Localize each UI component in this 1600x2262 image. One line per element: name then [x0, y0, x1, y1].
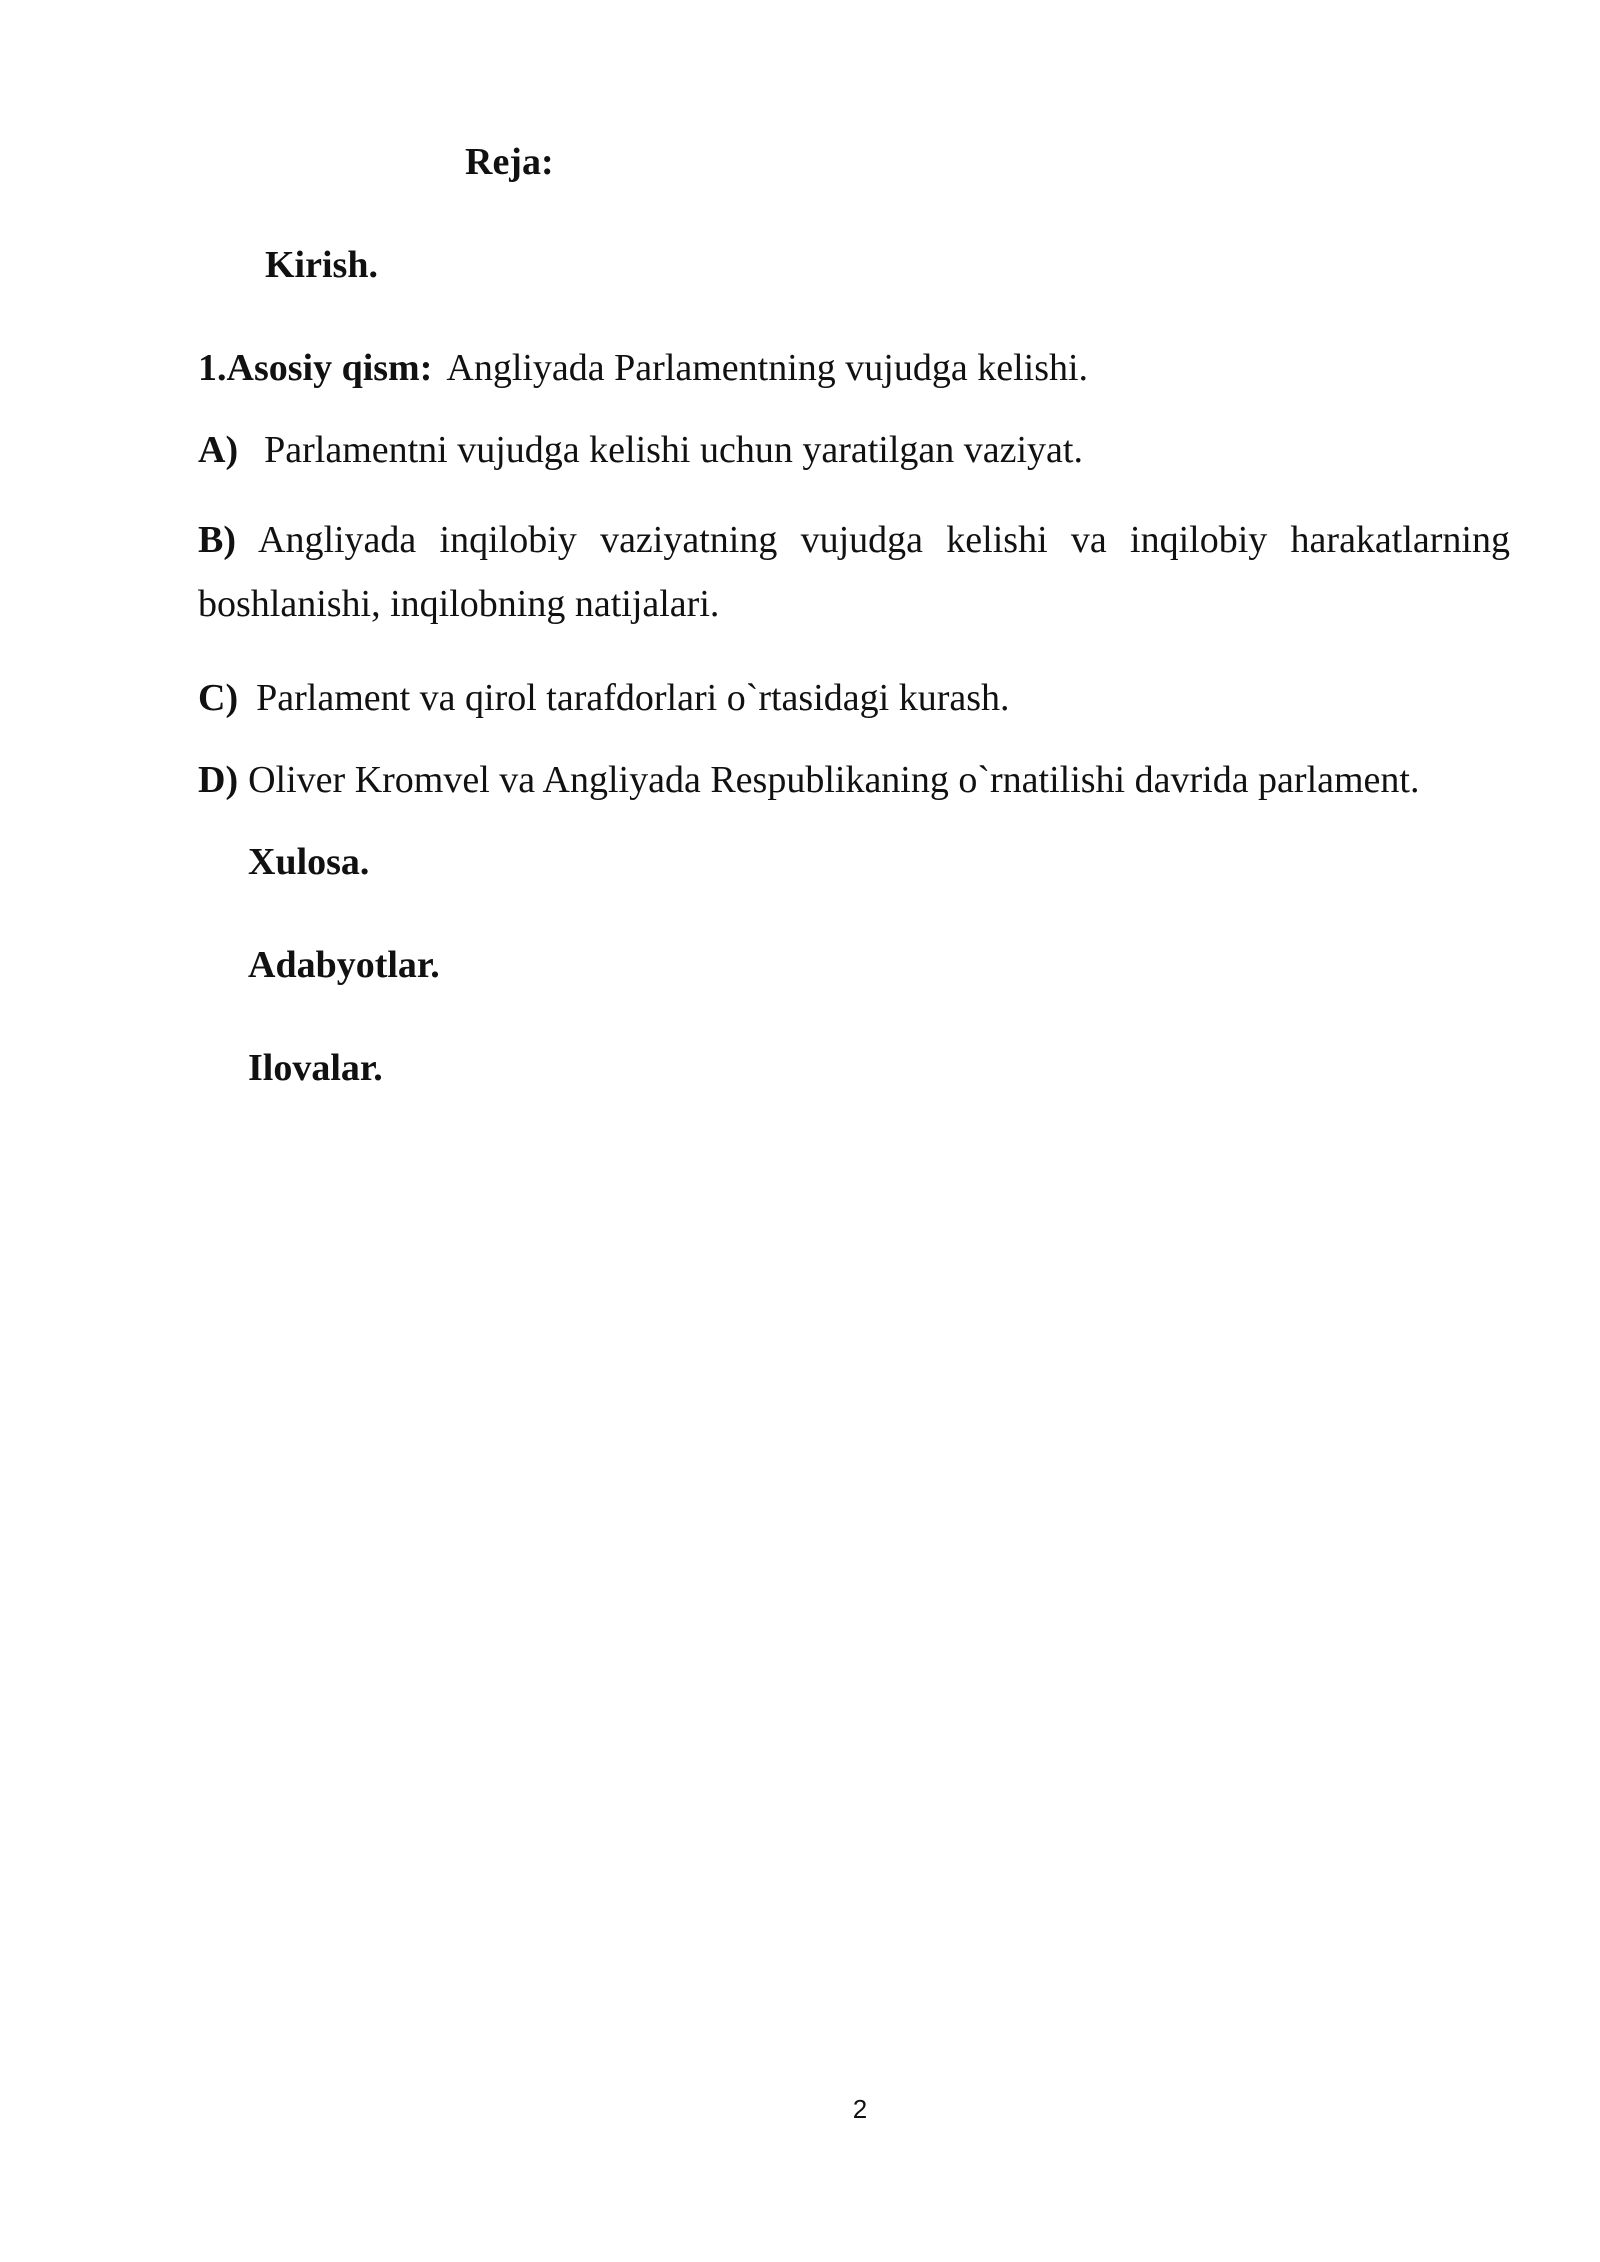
plan-item-label: B) [198, 519, 236, 561]
plan-item-text: Parlament va qirol tarafdorlari o`rtasidagi kurash. [256, 677, 1010, 719]
plan-item-label: D) [198, 759, 239, 801]
plan-item-text: Angliyada inqilobiy vaziyatning vujudga kelishi va inqilobiy harakatlarning boshlanishi, inqilobning natijalari. [198, 519, 1510, 625]
plan-item-a [198, 426, 1083, 474]
plan-item-main-part [198, 344, 1088, 392]
introduction-heading: Kirish. [265, 244, 378, 286]
conclusion-heading: Xulosa. [248, 841, 370, 883]
plan-title: Reja: [465, 141, 554, 183]
plan-item-label: C) [198, 677, 239, 719]
plan-item-text: Parlamentni vujudga kelishi uchun yaratilgan vaziyat. [264, 429, 1083, 471]
plan-item-c [198, 674, 1010, 722]
plan-item-label: 1.Asosiy qism: [198, 347, 433, 389]
plan-item-d [198, 756, 1420, 804]
plan-item-text: Angliyada Parlamentning vujudga kelishi. [446, 347, 1089, 389]
page-number: 2 [852, 2094, 868, 2124]
plan-item-b [198, 508, 1510, 636]
appendices-heading: Ilovalar. [248, 1047, 383, 1089]
references-heading: Adabyotlar. [248, 944, 440, 986]
plan-item-label: A) [198, 429, 239, 471]
plan-item-text: Oliver Kromvel va Angliyada Respublikaning o`rnatilishi davrida parlament. [248, 759, 1420, 801]
